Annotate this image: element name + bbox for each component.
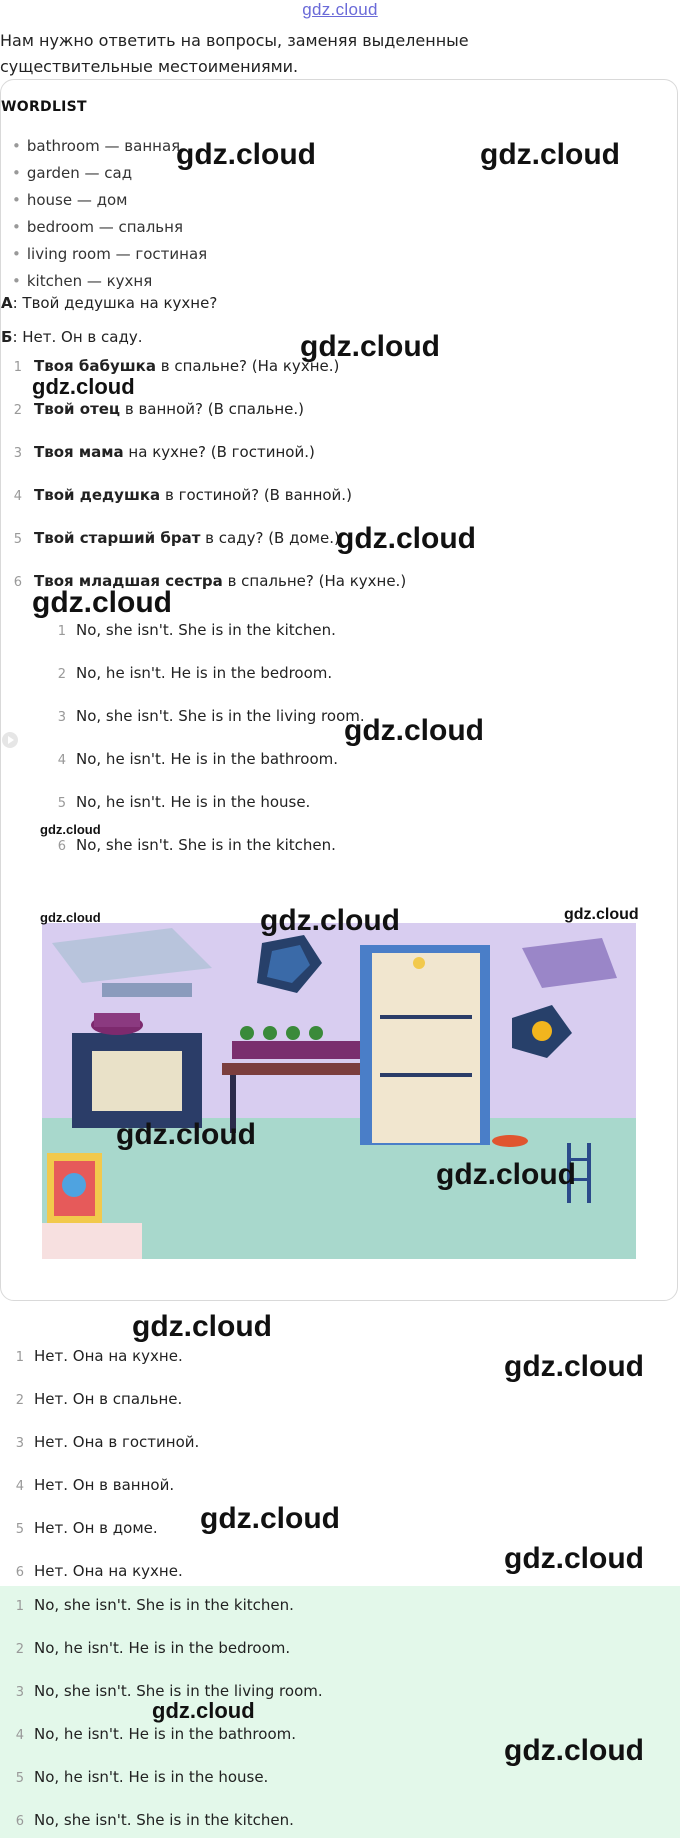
- question-item: 1 Твоя бабушка в спальне? (На кухне.): [13, 357, 340, 375]
- answer-item: 2 No, he isn't. He is in the bedroom.: [57, 664, 333, 682]
- watermark: gdz.cloud: [40, 910, 101, 925]
- final-answer-item: 4 No, he isn't. He is in the bathroom.: [15, 1725, 296, 1743]
- final-answer-item: 2 No, he isn't. He is in the bedroom.: [15, 1639, 291, 1657]
- watermark: gdz.cloud: [32, 586, 172, 619]
- wordlist-item: • bedroom — спальня: [12, 218, 183, 236]
- answer-item: 5 No, he isn't. He is in the house.: [57, 793, 311, 811]
- translation-item: 2 Нет. Он в спальне.: [15, 1390, 183, 1408]
- watermark: gdz.cloud: [564, 906, 639, 923]
- answer-panel: [0, 1586, 680, 1838]
- watermark: gdz.cloud: [40, 822, 101, 837]
- answer-item: 6 No, she isn't. She is in the kitchen.: [57, 836, 336, 854]
- task-instruction: Нам нужно ответить на вопросы, заменяя выделенные существительные местоимениями.: [0, 31, 469, 76]
- translation-item: 6 Нет. Она на кухне.: [15, 1562, 183, 1580]
- wordlist-title: WORDLIST: [1, 99, 87, 115]
- bullet-icon: •: [12, 164, 21, 182]
- site-brand-link[interactable]: gdz.cloud: [302, 0, 378, 19]
- watermark: gdz.cloud: [480, 138, 620, 171]
- wordlist-item: • living room — гостиная: [12, 245, 208, 263]
- final-answer-item: 3 No, she isn't. She is in the living room.: [15, 1682, 323, 1700]
- watermark: gdz.cloud: [504, 1734, 644, 1767]
- dialog-line-a: А: Твой дедушка на кухне?: [1, 294, 218, 312]
- answer-item: 3 No, she isn't. She is in the living room.: [57, 707, 365, 725]
- wordlist-item: • garden — сад: [12, 164, 133, 182]
- translation-item: 1 Нет. Она на кухне.: [15, 1347, 183, 1365]
- translation-item: 5 Нет. Он в доме.: [15, 1519, 158, 1537]
- dialog-line-b: Б: Нет. Он в саду.: [1, 328, 143, 346]
- bullet-icon: •: [12, 137, 21, 155]
- watermark: gdz.cloud: [336, 522, 476, 555]
- bullet-icon: •: [12, 218, 21, 236]
- translation-item: 3 Нет. Она в гостиной.: [15, 1433, 200, 1451]
- translation-item: 4 Нет. Он в ванной.: [15, 1476, 175, 1494]
- audio-play-button[interactable]: [2, 732, 18, 748]
- wordlist-item: • house — дом: [12, 191, 128, 209]
- question-item: 3 Твоя мама на кухне? (В гостиной.): [13, 443, 315, 461]
- final-answer-item: 6 No, she isn't. She is in the kitchen.: [15, 1811, 294, 1829]
- bullet-icon: •: [12, 272, 21, 290]
- watermark: gdz.cloud: [504, 1350, 644, 1383]
- wordlist-item: • bathroom — ванная: [12, 137, 181, 155]
- question-item: 6 Твоя младшая сестра в спальне? (На кухне.): [13, 572, 407, 590]
- answer-item: 1 No, she isn't. She is in the kitchen.: [57, 621, 336, 639]
- watermark: gdz.cloud: [344, 714, 484, 747]
- watermark: gdz.cloud: [176, 138, 316, 171]
- watermark: gdz.cloud: [32, 374, 135, 399]
- watermark: gdz.cloud: [132, 1310, 272, 1343]
- watermark: gdz.cloud: [152, 1698, 255, 1723]
- watermark: gdz.cloud: [260, 904, 400, 937]
- final-answer-item: 5 No, he isn't. He is in the house.: [15, 1768, 269, 1786]
- kitchen-illustration: [42, 923, 636, 1259]
- question-item: 4 Твой дедушка в гостиной? (В ванной.): [13, 486, 352, 504]
- watermark: gdz.cloud: [504, 1542, 644, 1575]
- watermark: gdz.cloud: [300, 330, 440, 363]
- question-item: 5 Твой старший брат в саду? (В доме.): [13, 529, 340, 547]
- watermark: gdz.cloud: [200, 1502, 340, 1535]
- wordlist-item: • kitchen — кухня: [12, 272, 153, 290]
- bullet-icon: •: [12, 245, 21, 263]
- answer-item: 4 No, he isn't. He is in the bathroom.: [57, 750, 338, 768]
- bullet-icon: •: [12, 191, 21, 209]
- question-item: 2 Твой отец в ванной? (В спальне.): [13, 400, 304, 418]
- watermark: gdz.cloud: [436, 1158, 576, 1191]
- watermark: gdz.cloud: [116, 1118, 256, 1151]
- final-answer-item: 1 No, she isn't. She is in the kitchen.: [15, 1596, 294, 1614]
